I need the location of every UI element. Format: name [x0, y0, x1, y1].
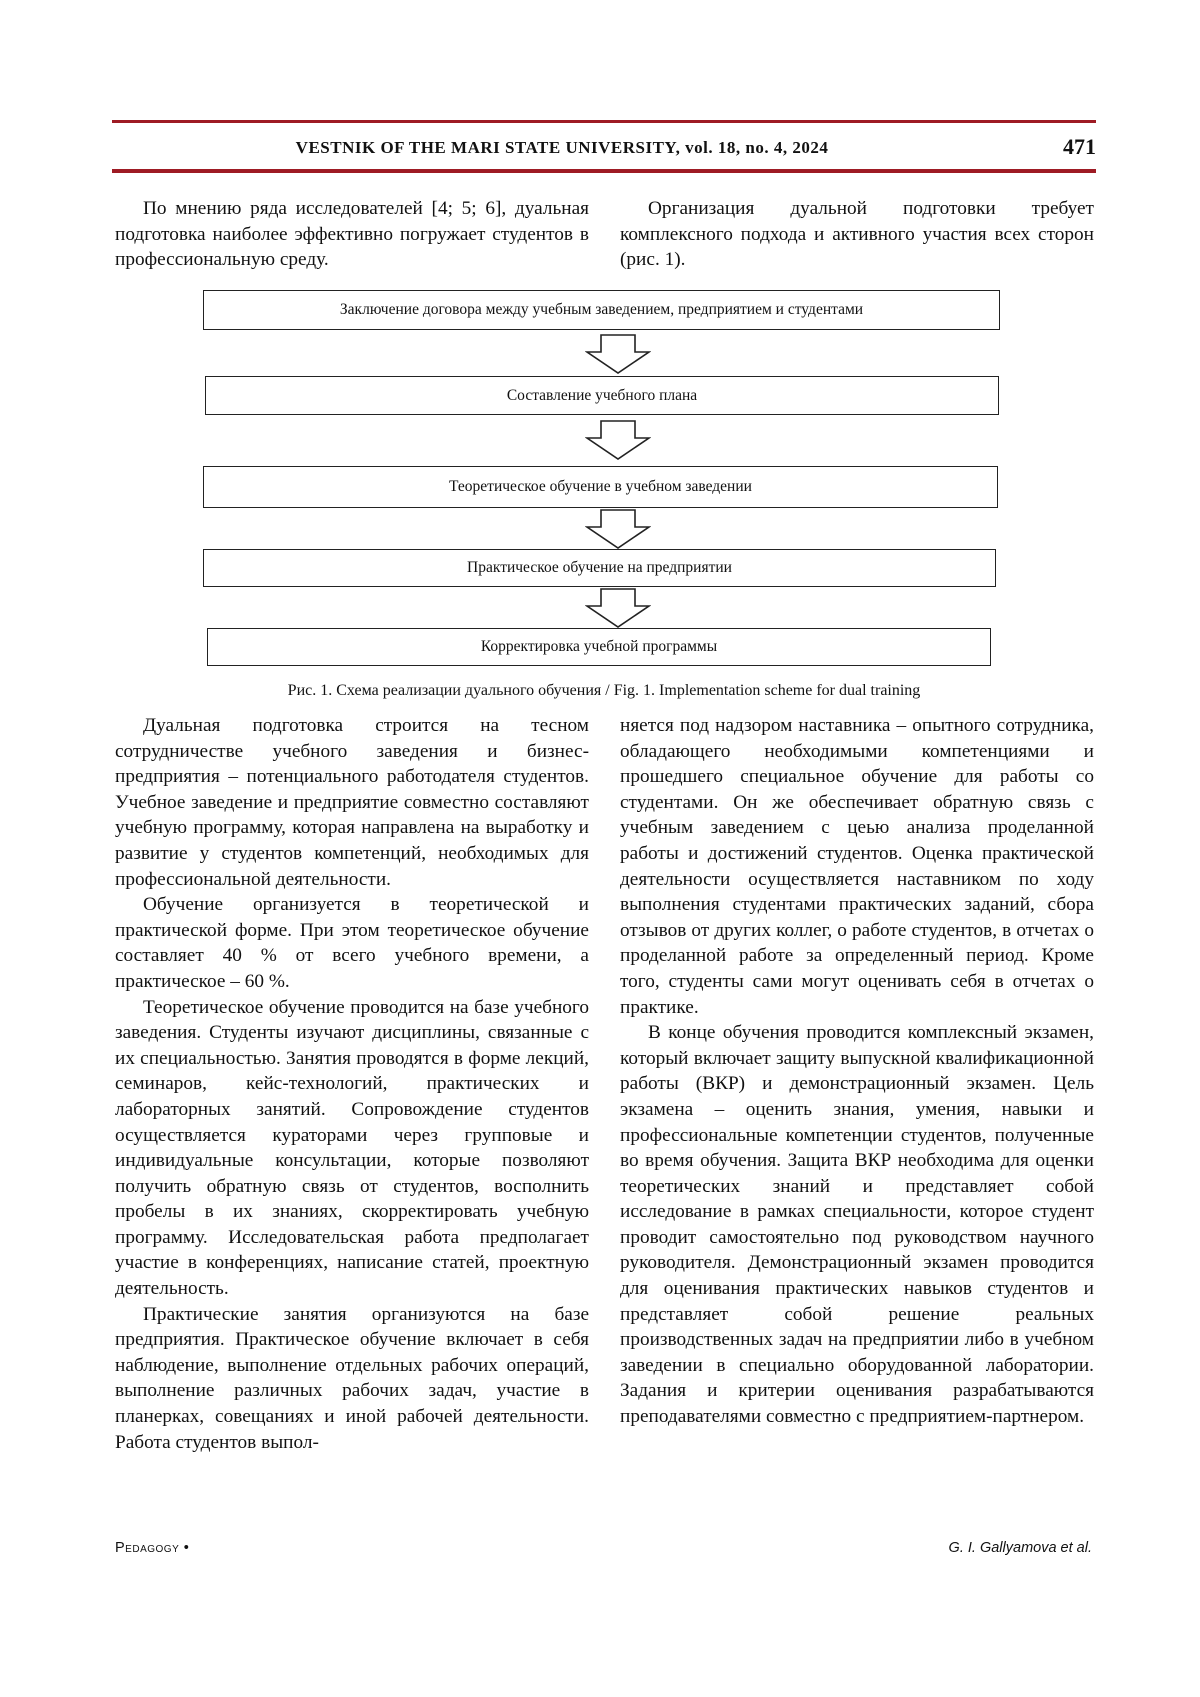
body-paragraph: Обучение организуется в теоретической и практической форме. При этом теоретическое обучение составляет 40 % от всего учебного времени, а практическое – 60 %. [115, 894, 589, 992]
header-rule-bottom [112, 169, 1096, 173]
body-paragraph: Теоретическое обучение проводится на базе учебного заведения. Студенты изучают дисциплины, связанные с их специальностью. Занятия проводятся в форме лекций, семинаров, кейс-технологий, практических и лабораторных занятий. Сопровождение студентов осуществляется кураторами через групповые и индивидуальные консультации, которые позволяют получить обратную связь от студентов, восполнить пробелы в их знаниях, скорректировать учебную программу. Исследовательская работа предполагает участие в конференциях, написание статей, проектную деятельность. [115, 996, 589, 1300]
body-paragraph: В конце обучения проводится комплексный экзамен, который включает защиту выпускной квалификационной работы (ВКР) и демонстрационный экзамен. Цель экзамена – оценить знания, умения, навыки и профессиональные компетенции студентов, полученные во время обучения. Защита ВКР необходима для оценки теоретических знаний и представляет собой исследование в рамках специальности, которое студент проводит самостоятельно под руководством научного руководителя. Демонстрационный экзамен проводится для оценивания практических навыков студентов и представляет собой решение реальных производственных задач на предприятии либо в учебном заведении в специально оборудованной лаборатории. Задания и критерии оценивания разрабатываются преподавателями совместно с предприятием-партнером. [620, 1022, 1094, 1428]
flow-step-theory: Теоретическое обучение в учебном заведении [203, 466, 998, 508]
down-arrow-icon [585, 334, 651, 374]
intro-right-paragraph: Организация дуальной подготовки требует комплексного подхода и активного участия всех сторон (рис. 1). [620, 198, 1094, 271]
body-paragraph: Практические занятия организуются на базе предприятия. Практическое обучение включает в себя наблюдение, выполнение отдельных рабочих операций, выполнение различных рабочих задач, участие в планерках, совещаниях и иной рабочей деятельности. Работа студентов выпол- [115, 1303, 589, 1453]
intro-left-column [115, 196, 589, 273]
flow-step-practice: Практическое обучение на предприятии [203, 549, 996, 587]
intro-left-paragraph: По мнению ряда исследователей [4; 5; 6], дуальная подготовка наиболее эффективно погружает студентов в профессиональную среду. [115, 198, 589, 271]
body-left-column [115, 713, 589, 1455]
down-arrow-icon [585, 420, 651, 460]
footer-bullet-icon: • [183, 1540, 190, 1556]
flow-step-curriculum: Составление учебного плана [205, 376, 999, 415]
header-rule-top [112, 120, 1096, 123]
down-arrow-icon [585, 588, 651, 628]
figure-caption: Рис. 1. Схема реализации дуального обучения / Fig. 1. Implementation scheme for dual training [287, 682, 921, 699]
footer-section-label: Pedagogy [115, 1540, 180, 1556]
flow-step-adjustment: Корректировка учебной программы [207, 628, 991, 666]
footer-authors: G. I. Gallyamova et al. [948, 1540, 1092, 1556]
flow-step-contract: Заключение договора между учебным заведением, предприятием и студентами [203, 290, 1000, 330]
page-number: 471 [1063, 134, 1096, 159]
running-head: VESTNIK OF THE MARI STATE UNIVERSITY, vol. 18, no. 4, 2024 [295, 138, 829, 157]
footer-section [115, 1540, 189, 1556]
body-paragraph: Дуальная подготовка строится на тесном сотрудничестве учебного заведения и бизнес-предприятия – потенциального работодателя студентов. Учебное заведение и предприятие совместно составляют учебную программу, которая направлена на выработку и развитие у студентов компетенций, необходимых для профессиональной деятельности. [115, 715, 589, 890]
body-right-column [620, 713, 1094, 1430]
intro-right-column [620, 196, 1094, 273]
body-paragraph-continued: няется под надзором наставника – опытного сотрудника, обладающего необходимыми компетенциями и прошедшего специальное обучение для работы со студентами. Он же обеспечивает обратную связь с учебным заведением с цеью анализа проделанной работы и достижений студентов. Оценка практической деятельности осуществляется наставником по ходу выполнения студентами практических заданий, сбора отзывов от других коллег, о работе студентов, в отчетах о проделанной работе за определенный период. Кроме того, студенты сами могут оценивать себя в отчетах о практике. [620, 715, 1094, 1018]
down-arrow-icon [585, 509, 651, 549]
